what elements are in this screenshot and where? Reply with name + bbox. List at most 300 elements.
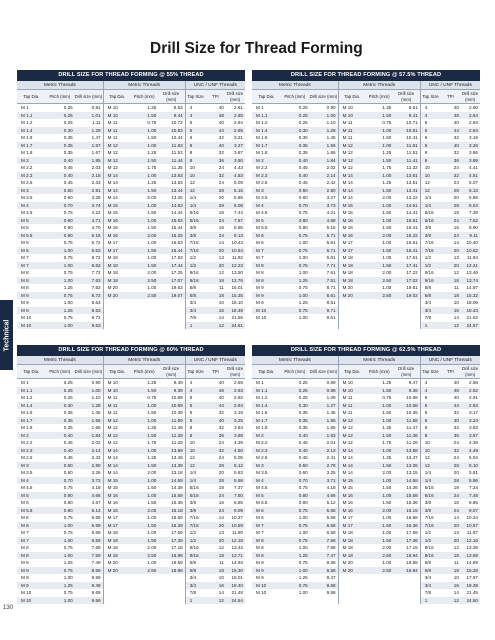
table-cell: 8.59 bbox=[91, 575, 101, 580]
table-cell: M 5.5 bbox=[21, 507, 33, 513]
table-cell: M 15 bbox=[342, 210, 353, 215]
table-cell: 9.49 bbox=[173, 380, 183, 385]
group-header: Metric Threads bbox=[17, 81, 104, 89]
column-header: Drill size (mm) bbox=[309, 368, 338, 374]
table-cell: 9.47 bbox=[408, 380, 418, 385]
unc-unf-thread-row bbox=[421, 179, 480, 187]
metric-thread-row bbox=[252, 112, 338, 120]
table-cell: 14.36 bbox=[406, 485, 418, 490]
table-cell: 5/8 bbox=[424, 560, 432, 565]
table-cell: 1.00 bbox=[382, 417, 392, 423]
unc-unf-thread-row bbox=[186, 164, 245, 172]
table-cell: 9/16 bbox=[189, 545, 199, 550]
table-cell: 24 bbox=[453, 492, 459, 498]
table-cell: 15.32 bbox=[466, 292, 478, 298]
table-cell: 0.90 bbox=[63, 232, 73, 238]
table-cell: 5.12 bbox=[234, 462, 243, 468]
table-cell: M 14 bbox=[342, 470, 353, 475]
table-cell: 2.00 bbox=[382, 545, 392, 550]
table-cell: 18 bbox=[453, 277, 459, 283]
table-cell: 5/16 bbox=[189, 210, 199, 215]
table-cell: 17.97 bbox=[466, 575, 478, 580]
table-cell: 9.13 bbox=[234, 232, 243, 238]
unc-unf-thread-row bbox=[421, 269, 480, 277]
unc-unf-thread-row bbox=[421, 439, 480, 447]
table-cell: 5.85 bbox=[469, 195, 478, 200]
metric-thread-row bbox=[339, 239, 420, 247]
metric-thread-row bbox=[17, 484, 103, 492]
table-cell: 6 bbox=[424, 142, 428, 148]
table-cell: 24.57 bbox=[466, 322, 478, 328]
table-cell: 6 bbox=[189, 142, 193, 148]
metric-thread-row bbox=[339, 277, 420, 285]
table-cell: 5/16 bbox=[424, 492, 434, 498]
table-cell: 3/4 bbox=[189, 582, 197, 588]
table-cell: 3/8 bbox=[189, 225, 197, 230]
table-cell: 1.00 bbox=[382, 530, 392, 535]
table-cell: 1.00 bbox=[382, 560, 392, 565]
metric-thread-row bbox=[17, 284, 103, 292]
table-cell: 2.02 bbox=[326, 165, 336, 170]
table-cell: M 12 bbox=[107, 432, 118, 438]
table-cell: 5.16 bbox=[91, 232, 101, 238]
table-cell: 1.25 bbox=[147, 105, 157, 110]
table-cell: 3.25 bbox=[326, 470, 336, 475]
table-cell: 14.59 bbox=[171, 477, 183, 483]
table-cell: 9/16 bbox=[189, 277, 199, 283]
metric-thread-row bbox=[104, 202, 185, 210]
table-cell: 7/16 bbox=[424, 240, 434, 245]
table-cell: 2.62 bbox=[469, 387, 478, 393]
table-cell: 3/8 bbox=[424, 507, 432, 513]
table-cell: M 3 bbox=[21, 187, 29, 193]
table-cell: 2.92 bbox=[234, 395, 243, 400]
metric-thread-row bbox=[104, 432, 185, 440]
table-cell: M 5.5 bbox=[256, 225, 268, 230]
metric-thread-row bbox=[339, 544, 420, 552]
table-cell: 7/16 bbox=[189, 522, 199, 528]
table-cell: 19.61 bbox=[406, 285, 418, 290]
table-cell: 0.75 bbox=[298, 522, 308, 528]
drill-table-60 bbox=[17, 345, 245, 610]
table-cell: 8.68 bbox=[326, 560, 336, 565]
table-cell: 1.00 bbox=[382, 447, 392, 453]
table-cell: 7.52 bbox=[469, 217, 478, 223]
table-cell: 18 bbox=[218, 485, 224, 490]
table-cell: 40 bbox=[218, 395, 224, 400]
metric-thread-row bbox=[252, 514, 338, 522]
table-cell: 14 bbox=[218, 515, 224, 520]
table-cell: 18 bbox=[218, 292, 224, 298]
table-cell: 7.44 bbox=[234, 210, 243, 215]
table-cell: M 14 bbox=[107, 462, 118, 468]
metric-thread-row bbox=[104, 454, 185, 462]
unc-unf-thread-row bbox=[186, 469, 245, 477]
table-cell: M 11 bbox=[107, 402, 118, 408]
table-cell: 8.63 bbox=[91, 300, 101, 305]
table-cell: 32 bbox=[218, 410, 224, 415]
table-cell: 3.18 bbox=[234, 410, 243, 415]
table-cell: 6 bbox=[424, 417, 428, 423]
table-cell: 8.72 bbox=[91, 292, 101, 298]
metric-thread-row bbox=[17, 559, 103, 567]
table-cell: M 14 bbox=[107, 180, 118, 185]
table-cell: 4.22 bbox=[91, 210, 101, 215]
table-cell: M 11 bbox=[342, 410, 353, 415]
group-header: Metric Threads bbox=[339, 356, 421, 364]
table-cell: 0.75 bbox=[63, 590, 73, 595]
table-cell: 18.38 bbox=[466, 582, 478, 588]
metric-thread-row bbox=[104, 469, 185, 477]
table-cell: 20 bbox=[453, 247, 459, 253]
table-cell: 7.58 bbox=[326, 545, 336, 550]
table-cell: 1.25 bbox=[63, 307, 73, 313]
metric-thread-row bbox=[104, 284, 185, 292]
unc-unf-thread-row bbox=[186, 432, 245, 440]
table-cell: 1.09 bbox=[326, 395, 336, 400]
metric-thread-row bbox=[252, 239, 338, 247]
table-cell: 1.50 bbox=[382, 522, 392, 528]
table-cell: 3.88 bbox=[234, 432, 243, 438]
metric-thread-row bbox=[17, 209, 103, 217]
table-cell: 14.89 bbox=[466, 560, 478, 565]
table-cell: 40 bbox=[453, 120, 459, 125]
table-cell: 17.44 bbox=[171, 262, 183, 268]
table-cell: 3.87 bbox=[469, 432, 478, 438]
unc-unf-thread-row bbox=[421, 322, 480, 330]
table-cell: 1.00 bbox=[147, 417, 157, 423]
table-cell: 1.56 bbox=[326, 142, 336, 148]
table-cell: 1.00 bbox=[147, 172, 157, 178]
metric-thread-row bbox=[17, 537, 103, 545]
table-cell: 0.75 bbox=[63, 292, 73, 298]
table-cell: 1.75 bbox=[382, 165, 392, 170]
table-cell: 9.68 bbox=[326, 582, 336, 588]
column-header-group bbox=[186, 365, 245, 378]
table-cell: M 12 bbox=[107, 425, 118, 430]
table-cell: 18 bbox=[218, 277, 224, 283]
table-cell: M 1.1 bbox=[256, 387, 268, 393]
metric-thread-row bbox=[252, 582, 338, 590]
table-cell: 14.93 bbox=[231, 560, 243, 565]
column-header: Tap Size bbox=[187, 93, 204, 99]
table-cell: M 8 bbox=[256, 552, 264, 558]
table-cell: 2.50 bbox=[147, 277, 157, 283]
column-header: Tap Size bbox=[187, 368, 204, 374]
column-header-group bbox=[421, 365, 480, 378]
unc-unf-thread-row bbox=[186, 134, 245, 142]
table-cell: 2.03 bbox=[91, 165, 101, 170]
table-cell: 4.67 bbox=[91, 500, 101, 505]
table-cell: 1.25 bbox=[298, 575, 308, 580]
table-cell: 0.50 bbox=[63, 187, 73, 193]
table-cell: 40 bbox=[218, 417, 224, 423]
table-cell: 7.61 bbox=[326, 270, 336, 275]
table-cell: 28 bbox=[453, 477, 459, 483]
table-cell: 17.25 bbox=[171, 270, 183, 275]
table-cell: 4.66 bbox=[91, 492, 101, 498]
metric-thread-row bbox=[17, 432, 103, 440]
metric-thread-row bbox=[104, 127, 185, 135]
table-cell: 0.89 bbox=[326, 380, 336, 385]
column-header: Drill size (mm) bbox=[74, 93, 103, 99]
table-cell: 32 bbox=[218, 447, 224, 453]
table-cell: 11.49 bbox=[171, 425, 183, 430]
table-cell: 6.68 bbox=[326, 522, 336, 528]
table-cell: 1.00 bbox=[298, 545, 308, 550]
table-cell: 6 bbox=[189, 135, 193, 140]
table-cell: 19.59 bbox=[171, 560, 183, 565]
table-cell: 1.00 bbox=[63, 522, 73, 528]
table-cell: M 11 bbox=[342, 395, 353, 400]
table-cell: 16 bbox=[453, 500, 459, 505]
table-cell: 4.53 bbox=[234, 172, 243, 178]
group-header-row bbox=[17, 81, 245, 90]
table-cell: 32 bbox=[218, 135, 224, 140]
unc-unf-thread-row bbox=[421, 514, 480, 522]
metric-thread-row bbox=[252, 424, 338, 432]
unc-unf-thread-row bbox=[421, 582, 480, 590]
table-cell: 20 bbox=[218, 262, 224, 268]
table-cell: 0.75 bbox=[63, 270, 73, 275]
table-cell: 5.14 bbox=[91, 507, 101, 513]
table-cell: M 11 bbox=[107, 410, 118, 415]
table-cell: 24 bbox=[218, 507, 224, 513]
table-cell: 16.59 bbox=[171, 515, 183, 520]
table-cell: M 7 bbox=[256, 255, 264, 260]
table-cell: 2.00 bbox=[147, 545, 157, 550]
table-cell: M 10 bbox=[256, 307, 267, 313]
table-cell: 0.35 bbox=[298, 410, 308, 415]
table-cell: 32 bbox=[218, 425, 224, 430]
unc-unf-thread-row bbox=[421, 499, 480, 507]
table-cell: 3.74 bbox=[91, 202, 101, 208]
table-cell: 9.59 bbox=[91, 597, 101, 603]
table-cell: 1.00 bbox=[382, 285, 392, 290]
table-cell: 1.00 bbox=[326, 112, 336, 118]
metric-thread-row bbox=[104, 462, 185, 470]
table-cell: M 18 bbox=[107, 277, 118, 283]
group-header: Metric Threads bbox=[339, 81, 421, 89]
table-cell: M 9 bbox=[256, 292, 264, 298]
table-cell: 1/4 bbox=[424, 477, 432, 483]
table-cell: 2.81 bbox=[91, 187, 101, 193]
table-cell: 12.23 bbox=[231, 262, 243, 268]
table-cell: 1.50 bbox=[147, 157, 157, 163]
metric-thread-row bbox=[252, 277, 338, 285]
table-cell: M 2.5 bbox=[21, 455, 33, 460]
metric-thread-row bbox=[104, 529, 185, 537]
table-cell: 1.00 bbox=[382, 515, 392, 520]
table-cell: 0.75 bbox=[298, 285, 308, 290]
table-cell: 6 bbox=[189, 410, 193, 415]
unc-unf-thread-row bbox=[186, 284, 245, 292]
table-cell: M 3.5 bbox=[21, 470, 33, 475]
metric-thread-row bbox=[252, 292, 338, 300]
table-body bbox=[252, 104, 480, 329]
table-cell: M 5 bbox=[21, 500, 29, 505]
table-cell: 10.58 bbox=[406, 402, 418, 408]
table-cell: M 11 bbox=[107, 135, 118, 140]
table-cell: 2.93 bbox=[469, 120, 478, 125]
table-cell: 5/8 bbox=[424, 567, 432, 573]
unc-unf-thread-row bbox=[186, 187, 245, 195]
table-cell: 12 bbox=[453, 322, 459, 328]
table-cell: 3.21 bbox=[234, 135, 243, 140]
metric-thread-row bbox=[339, 499, 420, 507]
column-header-group bbox=[104, 365, 186, 378]
unc-unf-thread-row bbox=[186, 417, 245, 425]
table-cell: 1.00 bbox=[298, 270, 308, 275]
metric-thread-row bbox=[339, 432, 420, 440]
column-header-group bbox=[104, 90, 186, 103]
unc-unf-thread-row bbox=[186, 127, 245, 135]
table-cell: M 1.4 bbox=[256, 402, 268, 408]
table-cell: 40 bbox=[218, 142, 224, 148]
table-cell: 16.58 bbox=[406, 515, 418, 520]
table-cell: 7.49 bbox=[91, 560, 101, 565]
table-cell: 40 bbox=[218, 120, 224, 125]
metric-thread-row bbox=[104, 254, 185, 262]
table-cell: 6.04 bbox=[469, 202, 478, 208]
metric-thread-row bbox=[104, 179, 185, 187]
metric-thread-row bbox=[252, 254, 338, 262]
metric-thread-row bbox=[252, 104, 338, 112]
table-cell: 17.02 bbox=[406, 277, 418, 283]
table-cell: 3/4 bbox=[189, 575, 197, 580]
table-cell: 10.69 bbox=[171, 395, 183, 400]
table-cell: 11.92 bbox=[231, 255, 243, 260]
table-cell: 4.41 bbox=[469, 165, 478, 170]
table-cell: 0.30 bbox=[298, 402, 308, 408]
table-cell: 12 bbox=[424, 462, 430, 468]
table-cell: 0.25 bbox=[298, 112, 308, 118]
table-cell: 8.71 bbox=[326, 285, 336, 290]
table-cell: M 10 bbox=[21, 590, 32, 595]
table-cell: 13.50 bbox=[231, 270, 243, 275]
column-header-row bbox=[17, 365, 245, 379]
table-cell: M 1.7 bbox=[21, 417, 33, 423]
table-cell: M 12 bbox=[342, 157, 353, 163]
table-cell: 5.15 bbox=[234, 187, 243, 193]
unc-unf-thread-row bbox=[421, 299, 480, 307]
metric-thread-row bbox=[104, 224, 185, 232]
metric-thread-row bbox=[17, 157, 103, 165]
table-cell: M 1.6 bbox=[256, 135, 268, 140]
table-cell: 10.34 bbox=[466, 515, 478, 520]
table-cell: M 14 bbox=[107, 447, 118, 453]
table-cell: M 2.5 bbox=[21, 180, 33, 185]
unc-unf-thread-row bbox=[421, 239, 480, 247]
unc-unf-thread-row bbox=[421, 567, 480, 575]
table-cell: 0.80 bbox=[63, 225, 73, 230]
table-cell: 18.48 bbox=[231, 307, 243, 313]
table-cell: 1.28 bbox=[326, 127, 336, 133]
table-cell: 7/8 bbox=[424, 590, 432, 595]
table-cell: 0.40 bbox=[298, 157, 308, 163]
table-cell: 0.75 bbox=[63, 485, 73, 490]
table-cell: 4.18 bbox=[326, 485, 336, 490]
table-cell: 19.63 bbox=[171, 285, 183, 290]
table-cell: 3/8 bbox=[189, 500, 197, 505]
table-cell: 9.72 bbox=[91, 315, 101, 320]
table-cell: 36 bbox=[453, 157, 459, 163]
unc-unf-thread-row bbox=[421, 379, 480, 387]
column-header-group bbox=[339, 365, 421, 378]
table-cell: 1.00 bbox=[298, 567, 308, 573]
unc-unf-thread-row bbox=[186, 574, 245, 582]
table-cell: 2.50 bbox=[147, 292, 157, 298]
table-cell: 11.58 bbox=[406, 417, 418, 423]
table-cell: 2.41 bbox=[326, 455, 336, 460]
table-cell: 10.68 bbox=[406, 395, 418, 400]
unc-unf-thread-row bbox=[421, 454, 480, 462]
table-cell: M 8 bbox=[256, 277, 264, 283]
table-cell: 13 bbox=[453, 530, 459, 535]
table-cell: 8.85 bbox=[234, 500, 243, 505]
table-cell: M 4 bbox=[256, 477, 264, 483]
table-cell: 2.01 bbox=[326, 440, 336, 445]
group-header-row bbox=[17, 356, 245, 365]
table-cell: 12 bbox=[424, 455, 430, 460]
unc-unf-thread-row bbox=[421, 202, 480, 210]
table-cell: 1.50 bbox=[147, 135, 157, 140]
table-cell: 1.00 bbox=[147, 447, 157, 453]
unc-column bbox=[186, 379, 245, 604]
table-cell: 6.71 bbox=[326, 247, 336, 253]
table-cell: 20 bbox=[218, 522, 224, 528]
table-cell: 3/4 bbox=[189, 300, 197, 305]
table-cell: 2.00 bbox=[147, 232, 157, 238]
table-cell: 15.18 bbox=[171, 507, 183, 513]
metric-thread-row bbox=[17, 164, 103, 172]
column-header: Tap Dia. bbox=[258, 368, 275, 374]
table-cell: 8 bbox=[189, 425, 193, 430]
table-body bbox=[17, 379, 245, 604]
metric-thread-row bbox=[104, 232, 185, 240]
table-cell: M 2.3 bbox=[21, 447, 33, 453]
table-cell: 1.00 bbox=[63, 597, 73, 603]
table-cell: M 12 bbox=[342, 432, 353, 438]
table-cell: 1.00 bbox=[63, 300, 73, 305]
table-cell: 12 bbox=[218, 270, 224, 275]
unc-unf-thread-row bbox=[186, 559, 245, 567]
metric-thread-row bbox=[17, 424, 103, 432]
metric-thread-row bbox=[17, 202, 103, 210]
table-cell: 5/8 bbox=[189, 285, 197, 290]
column-header: TPI bbox=[446, 93, 454, 99]
unc-unf-thread-row bbox=[186, 157, 245, 165]
table-cell: M 16 bbox=[342, 507, 353, 513]
table-cell: 0.25 bbox=[298, 395, 308, 400]
table-cell: 16 bbox=[218, 500, 224, 505]
table-cell: 5.69 bbox=[91, 515, 101, 520]
table-cell: 11.63 bbox=[171, 142, 183, 148]
table-cell: 10.44 bbox=[171, 135, 183, 140]
column-header-group bbox=[339, 90, 421, 103]
table-cell: 15.36 bbox=[406, 500, 418, 505]
table-cell: 5.04 bbox=[469, 455, 478, 460]
metric-thread-row bbox=[252, 394, 338, 402]
table-cell: 7.51 bbox=[326, 277, 336, 283]
table-cell: 2.60 bbox=[469, 105, 478, 110]
table-cell: 1.00 bbox=[382, 477, 392, 483]
table-cell: 4.50 bbox=[234, 447, 243, 453]
table-cell: M 9 bbox=[21, 300, 29, 305]
metric-thread-row bbox=[104, 112, 185, 120]
unc-unf-thread-row bbox=[186, 104, 245, 112]
table-cell: 1.25 bbox=[382, 180, 392, 185]
